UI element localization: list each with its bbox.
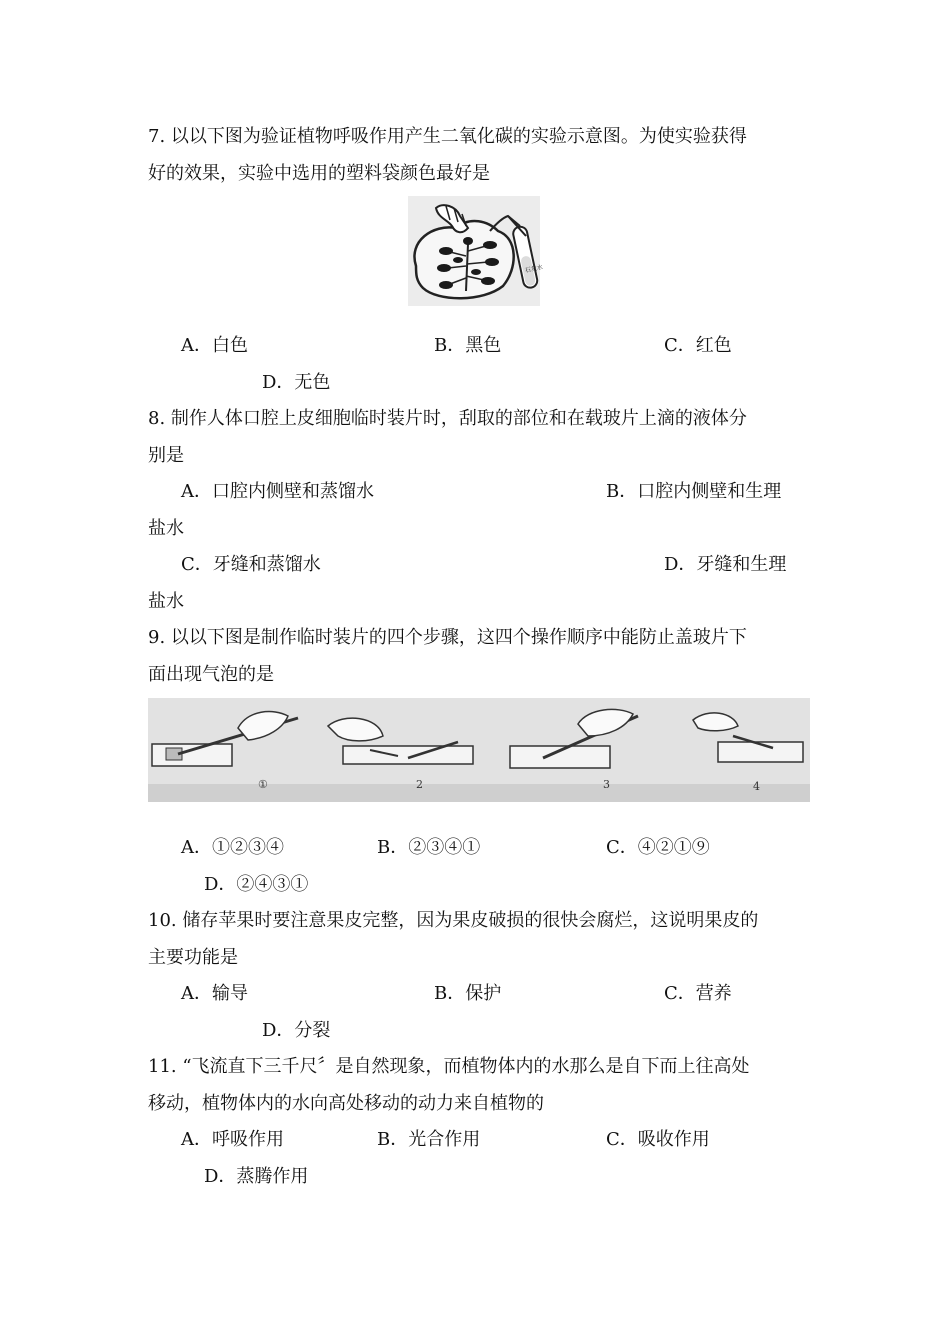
q11-option-d: D．蒸腾作用 bbox=[204, 1166, 309, 1187]
q10-option-b: B．保护 bbox=[434, 983, 502, 1004]
slide-preparation-steps-figure bbox=[148, 698, 810, 802]
q11-stem-line1: 11. “飞流直下三千尺〞是自然现象，而植物体内的水那么是自下而上往高处 bbox=[148, 1056, 750, 1077]
q11-option-c: C．吸收作用 bbox=[606, 1129, 710, 1150]
q8-stem-line2: 别是 bbox=[148, 445, 184, 466]
step-3-label: 3 bbox=[603, 778, 610, 791]
q8-option-d: D．牙缝和生理 bbox=[664, 554, 787, 575]
q7-stem-line1: 7. 以以下图为验证植物呼吸作用产生二氧化碳的实验示意图。为使实验获得 bbox=[148, 126, 747, 147]
q7-option-d: D．无色 bbox=[262, 372, 331, 393]
q8-option-b-continued: 盐水 bbox=[148, 518, 184, 539]
step-1-label: ① bbox=[258, 778, 268, 791]
plant-bag-experiment-figure bbox=[408, 196, 544, 306]
q7-option-b: B．黑色 bbox=[434, 335, 502, 356]
q9-stem-line1: 9. 以以下图是制作临时装片的四个步骤，这四个操作顺序中能防止盖玻片下 bbox=[148, 627, 747, 648]
q8-option-a: A．口腔内侧壁和蒸馏水 bbox=[181, 481, 374, 502]
q11-option-b: B．光合作用 bbox=[377, 1129, 481, 1150]
q8-option-b: B．口腔内侧壁和生理 bbox=[606, 481, 782, 502]
q10-option-d: D．分裂 bbox=[262, 1020, 331, 1041]
q9-stem-line2: 面出现气泡的是 bbox=[148, 664, 274, 685]
q8-option-d-continued: 盐水 bbox=[148, 591, 184, 612]
q10-option-c: C．营养 bbox=[664, 983, 732, 1004]
q10-stem-line1: 10. 储存苹果时要注意果皮完整，因为果皮破损的很快会腐烂，这说明果皮的 bbox=[148, 910, 759, 931]
q11-option-a: A．呼吸作用 bbox=[181, 1129, 284, 1150]
step-4-label: 4 bbox=[753, 780, 760, 793]
step-2-label: 2 bbox=[416, 778, 423, 791]
q9-option-d: D．②④③① bbox=[204, 874, 309, 895]
test-tube-label: 石灰水 bbox=[524, 263, 544, 275]
q7-option-a: A．白色 bbox=[181, 335, 248, 356]
q11-stem-line2: 移动，植物体内的水向高处移动的动力来自植物的 bbox=[148, 1093, 544, 1114]
q7-option-c: C．红色 bbox=[664, 335, 732, 356]
q8-stem-line1: 8. 制作人体口腔上皮细胞临时装片时，刮取的部位和在载玻片上滴的液体分 bbox=[148, 408, 747, 429]
q9-option-a: A．①②③④ bbox=[181, 837, 284, 858]
q10-option-a: A．输导 bbox=[181, 983, 248, 1004]
q9-option-c: C．④②①⑨ bbox=[606, 837, 710, 858]
q10-stem-line2: 主要功能是 bbox=[148, 947, 238, 968]
q8-option-c: C．牙缝和蒸馏水 bbox=[181, 554, 321, 575]
q7-stem-line2: 好的效果，实验中选用的塑料袋颜色最好是 bbox=[148, 163, 490, 184]
q9-option-b: B．②③④① bbox=[377, 837, 481, 858]
